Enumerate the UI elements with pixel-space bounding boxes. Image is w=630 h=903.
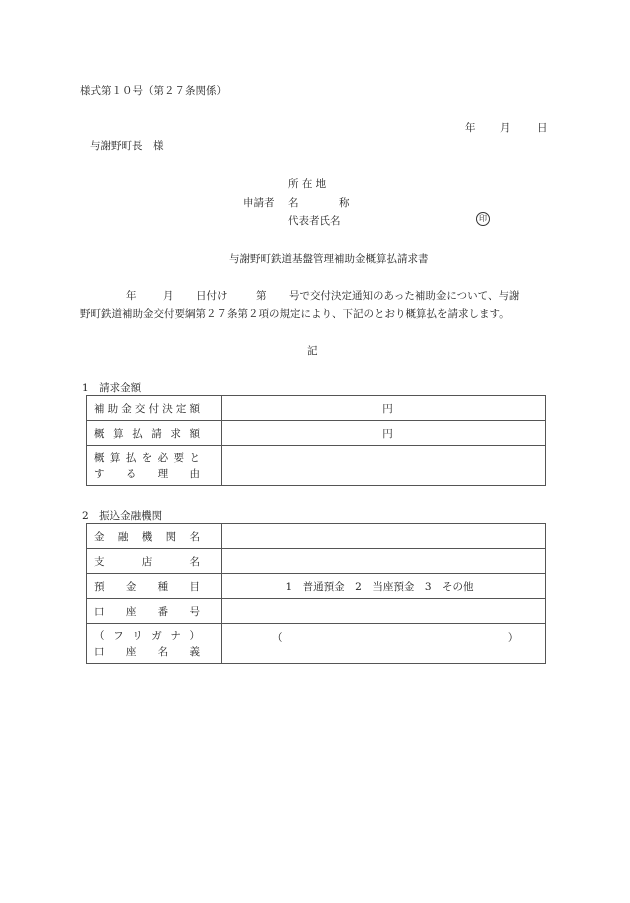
deposit-type-options[interactable]: 1 普通預金 2 当座預金 3 その他	[222, 574, 546, 599]
date-month: 月	[500, 122, 511, 134]
table-row	[87, 524, 546, 549]
grant-decision-amount-label: 補 助 金 交 付 決 定 額	[87, 396, 222, 421]
furigana-open-paren: （	[272, 632, 283, 644]
body-month: 月	[163, 290, 174, 302]
body-no: 第	[256, 290, 267, 302]
furigana-close-paren: ）	[507, 632, 519, 644]
date-day: 日	[537, 122, 548, 134]
applicant-label: 申請者	[243, 197, 275, 209]
account-holder-label: （ フ リ ガ ナ ） 口 座 名 義	[87, 624, 222, 664]
table-row	[87, 574, 546, 599]
table-row	[87, 421, 546, 446]
table-row	[87, 549, 546, 574]
deposit-type-label: 預 金 種 目	[87, 574, 222, 599]
ki-mark: 記	[307, 345, 318, 357]
body-dated: 日付け	[196, 290, 228, 302]
approx-payment-amount-label: 概 算 払 請 求 額	[87, 421, 222, 446]
table-row	[87, 446, 546, 486]
address-label: 所 在 地	[288, 178, 327, 190]
date-year: 年	[465, 122, 476, 134]
body-line2: 野町鉄道補助金交付要綱第２７条第２項の規定により、下記のとおり概算払を請求します。	[80, 308, 510, 320]
account-holder-field[interactable]	[222, 624, 546, 664]
section1-heading: 1 請求金額	[82, 382, 142, 394]
section2-heading: 2 振込金融機関	[82, 510, 163, 522]
account-number-label: 口 座 番 号	[87, 599, 222, 624]
bank-name-label: 金 融 機 関 名	[87, 524, 222, 549]
representative-label: 代表者氏名	[288, 215, 341, 227]
seal-icon: 印	[476, 212, 490, 226]
branch-name-field[interactable]	[222, 549, 546, 574]
document-title: 与謝野町鉄道基盤管理補助金概算払請求書	[229, 253, 429, 265]
table-row	[87, 624, 546, 664]
body-line1-rest: 号で交付決定通知のあった補助金について、与謝	[289, 290, 520, 302]
reason-label: 概 算 払 を 必 要 と す る 理 由	[87, 446, 222, 486]
body-year: 年	[126, 290, 137, 302]
form-number: 様式第１０号（第２７条関係）	[80, 85, 227, 97]
reason-field[interactable]	[222, 446, 546, 486]
table-row	[87, 396, 546, 421]
branch-name-label: 支 店 名	[87, 549, 222, 574]
request-amount-table	[86, 395, 546, 486]
approx-payment-amount-field[interactable]: 円	[222, 421, 546, 446]
bank-table	[86, 523, 546, 664]
account-number-field[interactable]	[222, 599, 546, 624]
name-label-part1: 名	[288, 197, 299, 209]
grant-decision-amount-field[interactable]: 円	[222, 396, 546, 421]
addressee: 与謝野町長 様	[90, 140, 164, 152]
table-row	[87, 599, 546, 624]
bank-name-field[interactable]	[222, 524, 546, 549]
name-label-part2: 称	[339, 197, 350, 209]
